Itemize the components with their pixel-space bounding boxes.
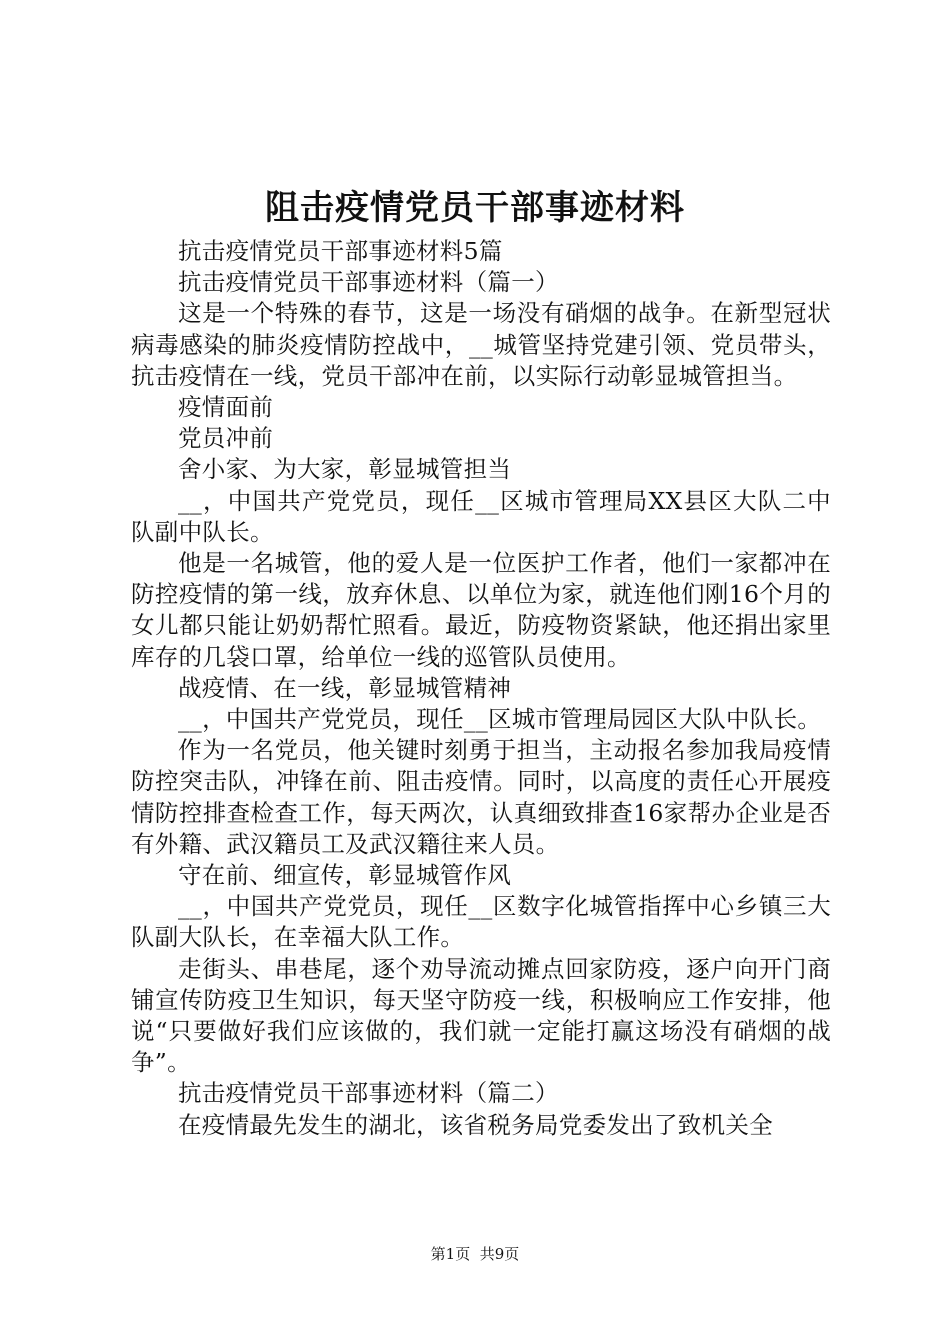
paragraph: 疫情面前 <box>178 393 274 422</box>
paragraph: 抗击疫情党员干部事迹材料（篇一） <box>178 268 559 297</box>
paragraph: 战疫情、在一线，彰显城管精神 <box>178 673 512 702</box>
paragraph: 他是一名城管，他的爱人是一位医护工作者，他们一家都冲在防控疫情的第一线，放弃休息、以单位为家，就连他们刚16个月的女儿都只能让奶奶帮忙照看。最近，防疫物资紧缺，他还捐出家里库存的几袋口罩，给单位一线的巡管队员使用。 <box>131 549 831 671</box>
paragraph: 抗击疫情党员干部事迹材料（篇二） <box>178 1079 559 1108</box>
document-body <box>131 236 831 1141</box>
page-total: 共9页 <box>479 1245 520 1263</box>
paragraph: 作为一名党员，他关键时刻勇于担当，主动报名参加我局疫情防控突击队，冲锋在前、阻击疫情。同时，以高度的责任心开展疫情防控排查检查工作，每天两次，认真细致排查16家帮办企业是否有外籍、武汉籍员工及武汉籍往来人员。 <box>131 736 831 858</box>
page-number: 第1页 <box>430 1245 471 1263</box>
paragraph: 走街头、串巷尾，逐个劝导流动摊点回家防疫，逐户向开门商铺宣传防疫卫生知识，每天坚守防疫一线，积极响应工作安排，他说“只要做好我们应该做的，我们就一定能打赢这场没有硝烟的战争”。 <box>131 954 831 1077</box>
paragraph: 守在前、细宣传，彰显城管作风 <box>178 861 512 890</box>
paragraph: 党员冲前 <box>178 424 274 453</box>
paragraph: 在疫情最先发生的湖北，该省税务局党委发出了致机关全 <box>178 1110 773 1139</box>
paragraph: 这是一个特殊的春节，这是一场没有硝烟的战争。在新型冠状病毒感染的肺炎疫情防控战中，__城管坚持党建引领、党员带头，抗击疫情在一线，党员干部冲在前，以实际行动彰显城管担当。 <box>131 299 831 390</box>
document-title: 阻击疫情党员干部事迹材料 <box>265 188 685 228</box>
paragraph: 抗击疫情党员干部事迹材料5篇 <box>178 237 503 265</box>
paragraph: __，中国共产党党员，现任__区数字化城管指挥中心乡镇三大队副大队长，在幸福大队工作。 <box>131 892 831 952</box>
page-footer <box>0 1244 950 1264</box>
paragraph: __，中国共产党党员，现任__区城市管理局XX县区大队二中队副中队长。 <box>131 486 831 546</box>
paragraph: 舍小家、为大家，彰显城管担当 <box>178 455 512 484</box>
paragraph: __，中国共产党党员，现任__区城市管理局园区大队中队长。 <box>178 705 822 734</box>
